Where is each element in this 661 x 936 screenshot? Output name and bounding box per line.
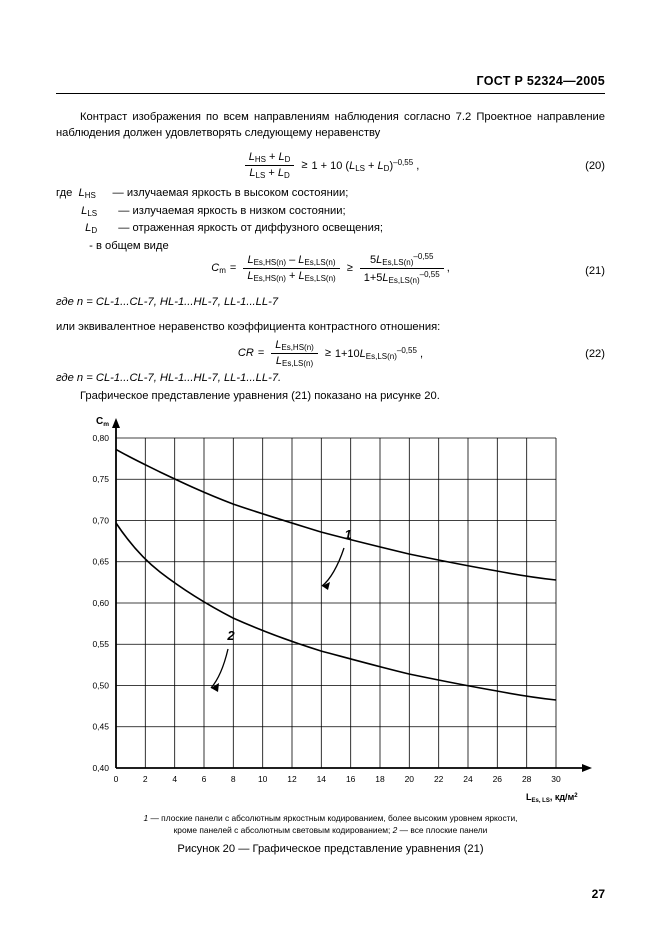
svg-text:14: 14 [316,774,327,784]
svg-text:18: 18 [375,774,385,784]
annotation-2 [211,628,235,692]
note-index-1: 1 [143,813,149,823]
svg-text:26: 26 [492,774,503,784]
formula-22 [56,340,605,366]
page-header: ГОСТ Р 52324—2005 [476,74,605,88]
curve-1-label: 1 [344,527,352,542]
svg-text:16: 16 [345,774,356,784]
svg-text:0,80: 0,80 [92,433,109,443]
svg-text:0,60: 0,60 [92,598,109,608]
definitions-block: где $L_{HS}$ — излучаемая яркость в высоком состоянии; $L_{LS}$ — излучаемая яркость в низком состоянии; $L_D$ — отраженная яркость от диффузного освещения; - в общем виде [56,187,383,252]
formula-21-number: (21) [585,265,605,277]
figure-note [56,812,605,836]
formula-20-number: (20) [585,160,605,172]
svg-text:10: 10 [257,774,268,784]
chart-area [56,408,605,808]
def-ld: — отраженная яркость от диффузного освещения; [118,222,383,234]
curve-1 [116,449,556,580]
svg-text:0,70: 0,70 [92,515,109,526]
formula-22-number: (22) [585,348,605,360]
where-label: где [56,187,73,199]
svg-text:0,65: 0,65 [92,556,109,567]
y-axis-title: $C_m$ [96,416,110,428]
svg-text:22: 22 [433,774,444,784]
note-text-2: — все плоские панели [399,825,488,835]
svg-text:0,50: 0,50 [92,680,109,691]
graph-reference: Графическое представление уравнения (21) показано на рисунке 20. [80,390,440,402]
formula-22-expression: CR = $\frac{L_{Es,HS(n)}}{L_{Es,LS(n)}}$ ≥ $1+10L_{Es,LS(n)}^{-0,55}$ , [237,338,424,368]
svg-text:28: 28 [521,774,532,784]
chart-grid [116,438,556,768]
svg-text:6: 6 [201,774,207,784]
equivalent-paragraph: или эквивалентное неравенство коэффициента контрастного отношения: [56,321,441,333]
svg-text:30: 30 [551,774,561,784]
page-number: 27 [591,887,605,901]
def-general: - в общем виде [89,239,169,252]
x-tick-labels [114,774,561,784]
figure-caption: Рисунок 20 — Графическое представление уравнения (21) [177,843,484,855]
chart-axes [116,426,584,768]
contrast-chart [56,408,605,808]
x-axis-arrow [582,764,592,772]
svg-text:2: 2 [142,774,148,784]
x-axis-title: $L_{Es, LS}$, $кд/м^2$ [526,792,578,804]
note-text-1: — плоские панели с абсолютным яркостным кодированием, более высоким уровнем яркости, [150,813,518,823]
svg-text:8: 8 [230,774,236,784]
svg-text:0,45: 0,45 [92,721,109,732]
def-lls: — излучаемая яркость в низком состоянии; [118,204,346,217]
curve-2-label: 2 [227,628,235,643]
svg-text:24: 24 [463,774,473,784]
y-tick-labels [92,433,109,773]
svg-text:0,55: 0,55 [92,639,109,650]
svg-text:0: 0 [113,774,119,784]
header-divider [56,93,605,94]
y-axis-arrow [112,418,120,428]
intro-paragraph: Контраст изображения по всем направлениям наблюдения согласно 7.2 Проектное направление наблюдения должен удовлетворять следующему неравенству [56,111,605,139]
svg-text:12: 12 [287,774,297,784]
svg-text:0,40: 0,40 [92,763,109,773]
note-text-1b: кроме панелей с абсолютным световым кодированием; [173,825,391,835]
svg-text:20: 20 [404,774,415,784]
svg-text:4: 4 [172,774,178,784]
def-lhs: — излучаемая яркость в высоком состоянии; [112,187,349,199]
figure-20 [56,408,605,808]
curve-2 [116,523,556,700]
formula-20 [56,148,605,182]
formula-20-expression: $\frac{L_{HS} + L_D}{L_{LS} + L_D}$ ≥ 1 + 10 $(L_{LS} + L_D)^{-0,55}$ , [242,151,420,180]
svg-text:0,75: 0,75 [92,474,109,485]
formula-21-expression: $C_m$ = $\frac{L_{Es,HS(n)} - L_{Es,LS(n)}}{L_{Es,HS(n)} + L_{Es,LS(n)}}$ ≥ $\frac{5L_{Es,LS(n)}^{-0,55}}{1+5L_{Es,LS(n)}^{-0,55}}$ , [211,251,450,285]
where-n-1: где n = CL-1...CL-7, HL-1...HL-7, LL-1...LL-7 [56,296,279,308]
formula-21 [56,248,605,288]
where-n-2: где n = CL-1...CL-7, HL-1...HL-7, LL-1...LL-7. [56,372,282,384]
note-index-2: 2 [392,825,398,835]
axis-titles [96,416,578,804]
